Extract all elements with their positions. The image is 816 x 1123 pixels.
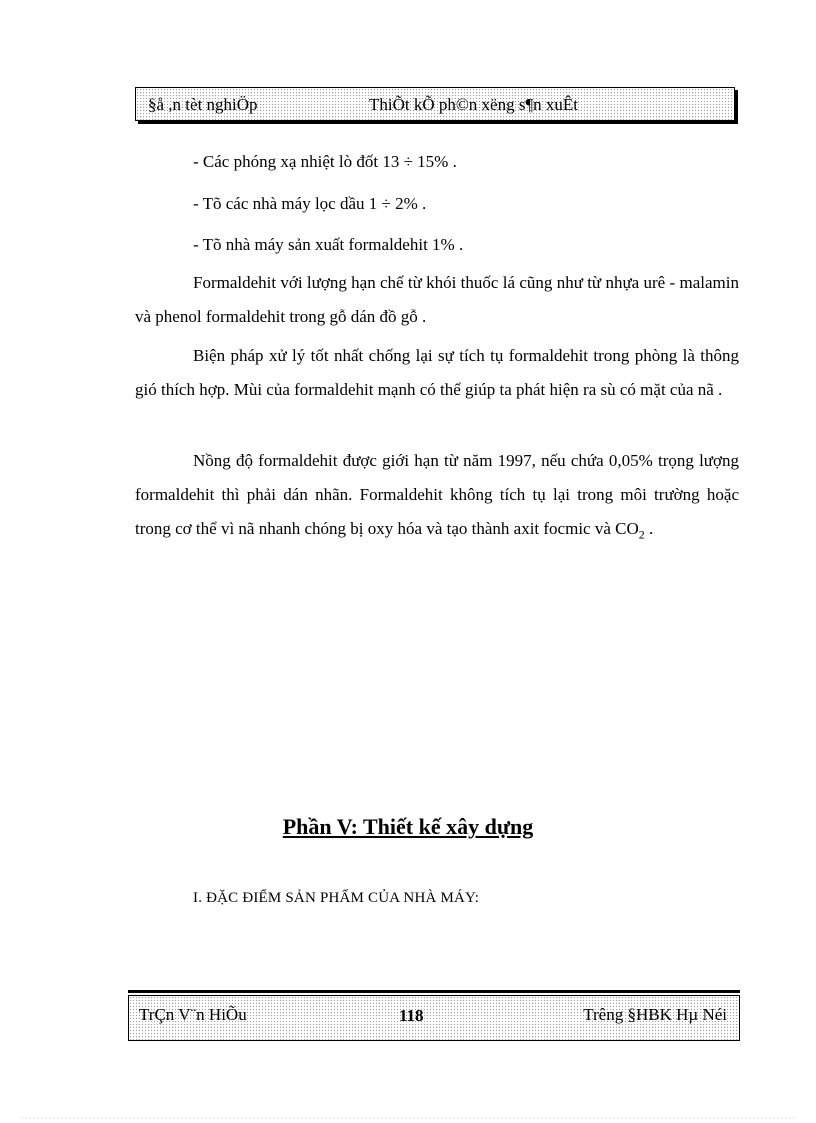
paragraph: Biện pháp xử lý tốt nhất chống lại sự tích tụ formaldehit trong phòng là thông gió thích hợp. Mùi của formaldehit mạnh có thể giúp ta phát hiện ra sù có mặt của nã . [135, 346, 739, 399]
page-footer [128, 996, 740, 1041]
part-title: Phần V: Thiết kế xây dựng [282, 814, 534, 839]
page-number: 118 [399, 1006, 424, 1025]
paragraph-end: . [644, 519, 654, 538]
paragraph: Formaldehit với lượng hạn chế từ khói thuốc lá cũng như từ nhựa urê - malamin và phenol formaldehit trong gỗ dán đồ gỗ . [135, 273, 739, 326]
bullet-item: - Các phóng xạ nhiệt lò đốt 13 ÷ 15% . [193, 152, 457, 171]
page-header [135, 87, 735, 121]
bullet-item: - Tõ các nhà máy lọc dầu 1 ÷ 2% . [193, 194, 427, 213]
bullet-item: - Tõ nhà máy sản xuất formaldehit 1% . [193, 235, 464, 254]
paragraph-text: Nồng độ formaldehit được giới hạn từ năm 1997, nếu chứa 0,05% trọng lượng formaldehit thì phải dán nhãn. Formaldehit không tích tụ lại trong môi trường hoặc trong cơ thể vì nã nhanh chóng bị oxy hóa và tạo thành axit focmic và CO [135, 451, 739, 538]
footer-school: Trêng §HBK Hµ Néi [583, 1005, 727, 1024]
bottom-divider [20, 1117, 796, 1119]
subscript: 2 [638, 527, 645, 542]
footer-rule [128, 990, 740, 993]
section-heading: I. ĐẶC ĐIỂM SẢN PHẨM CỦA NHÀ MÁY: [193, 890, 480, 906]
header-left-text: §å ,n tèt nghiÖp [148, 95, 258, 114]
footer-author: TrÇn V¨n HiÕu [139, 1005, 247, 1024]
header-right-text: ThiÕt kÕ ph©n xëng s¶n xuÊt [369, 95, 579, 114]
paragraph [135, 444, 739, 551]
